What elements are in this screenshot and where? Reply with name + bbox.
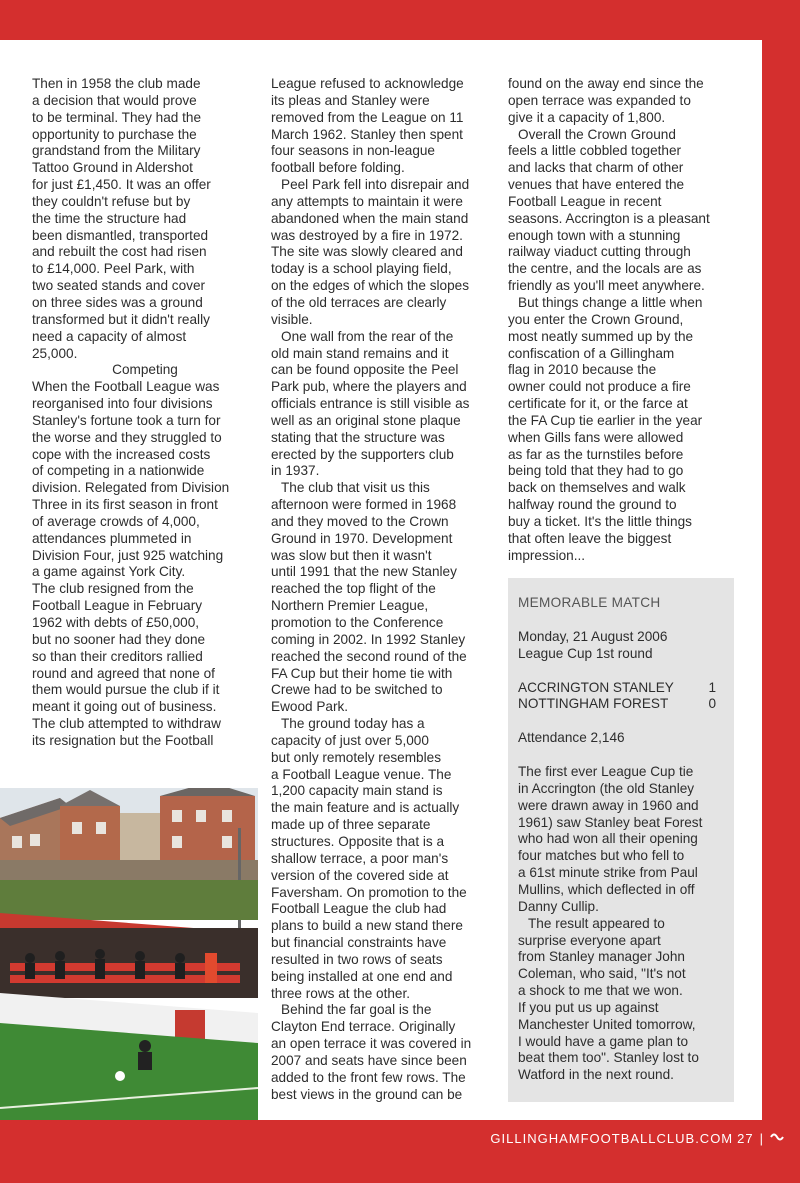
match-paragraph: The first ever League Cup tie in Accrington (the old Stanley were drawn away in 1960 and 1961) saw Stanley beat Forest who had won all their opening four matches but who fell to a 61st minute strike from Paul Mullins, which deflected in off Danny Cullip. — [518, 764, 703, 914]
paragraph: One wall from the rear of the old main stand remains and it can be found opposite the Peel Park pub, where the players and officials entrance is still visible as well as an original stone plaque stating that the structure was erected by the supporters club in 1937. — [271, 328, 470, 479]
paragraph: The ground today has a capacity of just over 5,000 but only remotely resembles a Football League venue. The 1,200 capacity main stand is the main feature and is actually made up of three separate structures. Opposite that is a shallow terrace, a poor man's version of the covered side at Faversham. On promotion to the Football League the club had plans to build a new stand there but financial constraints have resulted in two rows of seats being installed at one end and three rows at the other. — [271, 716, 467, 1001]
home-score: 1 — [708, 679, 716, 695]
stadium-photo — [0, 788, 258, 1120]
paragraph: found on the away end since the open terrace was expanded to give it a capacity of 1,800. — [508, 76, 704, 125]
paragraph: Then in 1958 the club made a decision that would prove to be terminal. They had the opportunity to purchase the grandstand from the Military Tattoo Ground in Aldershot for just £1,450. It was an offer they couldn't refuse but by the time the structure had been dismantled, transported and rebuilt the cost had risen to £14,000. Peel Park, with two seated stands and cover on three sides was a ground transformed but it didn't really need a capacity of almost 25,000. — [32, 76, 211, 361]
match-competition: League Cup 1st round — [518, 645, 653, 661]
paragraph: Overall the Crown Ground feels a little cobbled together and lacks that charm of other venues that have entered the Football League in recent seasons. Accrington is a pleasant enough town with a stunning railway viaduct cutting through the centre, and the locals are as friendly as you'll meet anywhere. — [508, 126, 710, 294]
subheading: Competing — [112, 362, 178, 378]
paragraph: But things change a little when you enter the Crown Ground, most neatly summed up by the confiscation of a Gillingham flag in 2010 because the owner could not produce a fire certificate for it, or the farce at the FA Cup tie earlier in the year when Gills fans were allowed as far as the turnstiles before being told that they had to go back on themselves and walk halfway round the ground to buy a ticket. It's the little things that often leave the biggest impression... — [508, 294, 703, 563]
footer-site: GILLINGHAMFOOTBALLCLUB.COM — [490, 1131, 734, 1146]
away-score: 0 — [708, 696, 716, 712]
paragraph: The club that visit us this afternoon were formed in 1968 and they moved to the Crown Ground in 1970. Development was slow but then it wasn't until 1991 that the new Stanley reached the top flight of the Northern Premier League, promotion to the Conference coming in 2002. In 1992 Stanley reached the second round of the FA Cup but their home tie with Crewe had to be switched to Ewood Park. — [271, 480, 467, 715]
memorable-match-box — [508, 578, 734, 1102]
article-column-2 — [271, 76, 497, 1103]
paragraph: League refused to acknowledge its pleas and Stanley were removed from the League on 11 March 1962. Stanley then spent four seasons in non-league football before folding. — [271, 76, 464, 176]
home-team-row — [518, 680, 724, 697]
article-column-3 — [508, 76, 734, 564]
paragraph: The club resigned from the Football League in February 1962 with debts of £50,000, but no sooner had they done so than their creditors rallied round and agreed that none of them would pursue the club if it meant it going out of business. The club attempted to withdraw its resignation but the Football — [32, 581, 221, 748]
home-team: ACCRINGTON STANLEY — [518, 679, 674, 695]
attendance: Attendance 2,146 — [518, 730, 625, 746]
paragraph: Peel Park fell into disrepair and any attempts to maintain it were abandoned when the main stand was destroyed by a fire in 1972. The site was slowly cleared and today is a school playing field, on the edges of which the slopes of the old terraces are clearly visible. — [271, 177, 470, 327]
page-footer — [490, 1131, 784, 1146]
match-date: Monday, 21 August 2006 — [518, 628, 668, 644]
paragraph: Behind the far goal is the Clayton End terrace. Originally an open terrace it was covered in 2007 and seats have since been added to the front few rows. The best views in the ground can be — [271, 1002, 472, 1102]
page-number: 27 — [737, 1131, 754, 1146]
footer-separator: | — [759, 1131, 764, 1146]
article-column-1 — [32, 76, 258, 750]
stadium-illustration — [0, 788, 258, 1120]
paragraph: When the Football League was reorganised into four divisions Stanley's fortune took a turn for the worse and they struggled to cope with the increased costs of competing in a nationwide division. Relegated from Division Three in its first season in front of average crowds of 4,000, attendances plummeted in Division Four, just 925 watching a game against York City. — [32, 379, 230, 580]
away-team: NOTTINGHAM FOREST — [518, 696, 669, 712]
box-title: MEMORABLE MATCH — [518, 595, 661, 610]
club-logo-icon — [770, 1131, 784, 1146]
away-team-row — [518, 696, 724, 713]
match-paragraph: The result appeared to surprise everyone apart from Stanley manager John Coleman, who said, "It's not a shock to me that we won. If you put us up against Manchester United tomorrow, I would have a game plan to beat them too". Stanley lost to Watford in the next round. — [518, 915, 699, 1083]
